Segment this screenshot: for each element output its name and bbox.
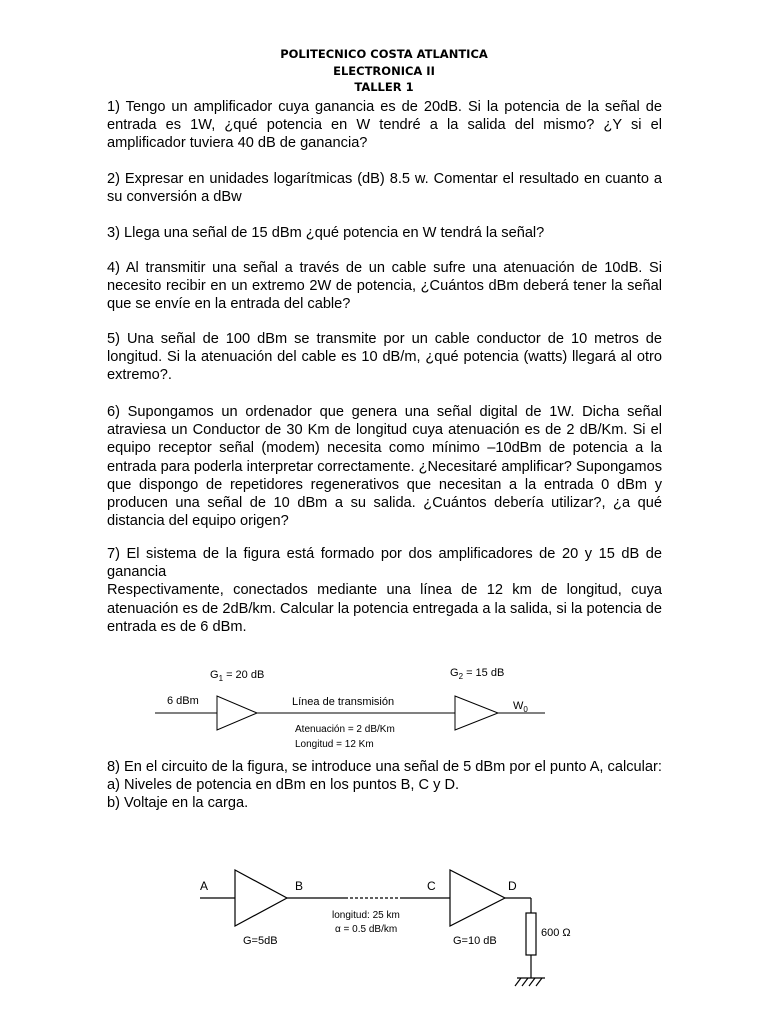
line-label: Línea de transmisión: [292, 696, 395, 708]
question-7-line-2: Respectivamente, conectados mediante una línea de 12 km de longitud, cuya atenuación es de 2dB/km. Calcular la potencia entregada a la salida, si la potencia de entrada es de 6 dBm.: [107, 582, 662, 635]
question-6: 6) Supongamos un ordenador que genera una señal digital de 1W. Dicha señal atraviesa un Conductor de 30 Km de longitud cuya atenuación es de 2 dB/Km. Si el equipo receptor señal (modem) necesita como mínimo –10dBm de potencia a la entrada para poderla interpretar correctamente. ¿Necesitaré amplificar? Supongamos que dispongo de repetidores regenerativos que necesitan a la entrada 0 dBm y producen una señal de 10 dBm a su salida. ¿Cuántos debería utilizar?, ¿a qué distancia del equipo origen?: [107, 404, 662, 530]
question-5: 5) Una señal de 100 dBm se transmite por un cable conductor de 10 metros de longitud. Si la atenuación del cable es 10 dB/m, ¿qué potencia (watts) llegará al otro extremo?.: [107, 331, 662, 384]
gain-2-label: G=10 dB: [453, 935, 497, 947]
document-header: [0, 46, 768, 96]
circuit-figure-2: [195, 860, 571, 1000]
question-8-intro: 8) En el circuito de la figura, se introduce una señal de 5 dBm por el punto A, calcular:: [107, 759, 662, 775]
question-7: [107, 545, 662, 636]
length-label: Longitud = 12 Km: [295, 739, 374, 750]
point-d-label: D: [508, 879, 517, 893]
institution-title: POLITECNICO COSTA ATLANTICA: [280, 47, 488, 61]
question-8-b: b) Voltaje en la carga.: [107, 795, 249, 812]
question-2: 2) Expresar en unidades logarítmicas (dB) 8.5 w. Comentar el resultado en cuanto a su conversión a dBw: [107, 171, 662, 206]
course-title: ELECTRONICA II: [333, 63, 435, 78]
question-3: 3) Llega una señal de 15 dBm ¿qué potencia en W tendrá la señal?: [107, 225, 545, 241]
question-4: 4) Al transmitir una señal a través de un cable sufre una atenuación de 10dB. Si necesito recibir en un extremo 2W de potencia, ¿Cuántos dBm deberá tener la señal que se envíe en la entrada del cable?: [107, 260, 662, 313]
point-c-label: C: [427, 879, 436, 893]
point-b-label: B: [295, 879, 304, 893]
question-1: 1) Tengo un amplificador cuya ganancia es de 20dB. Si la potencia de la señal de entrada es 1W, ¿qué potencia en W tendré a la salida del mismo? ¿Y si el amplificador tuviera 40 dB de ganancia?: [107, 99, 662, 152]
gain-1-label: $G_1 = 20$ dB: [210, 669, 265, 683]
amplifier-chain-figure-1: [155, 656, 555, 756]
point-a-label: A: [200, 879, 209, 893]
question-7-line-1: 7) El sistema de la figura está formado por dos amplificadores de 20 y 15 dB de ganancia: [107, 546, 662, 581]
output-label: $W_0$: [513, 700, 528, 714]
line-length-label: longitud: 25 km: [332, 910, 400, 921]
gain-2-label: $G_2 = 15$ dB: [450, 667, 505, 681]
line-attenuation-label: α = 0.5 dB/km: [335, 924, 398, 935]
gain-1-label: G=5dB: [243, 935, 278, 947]
assignment-title: TALLER 1: [354, 80, 414, 94]
input-power-label: 6 dBm: [167, 695, 199, 707]
attenuation-label: Atenuación = 2 dB/Km: [295, 724, 395, 735]
load-resistor-label: 600 Ω: [541, 927, 571, 939]
question-8-a: a) Niveles de potencia en dBm en los puntos B, C y D.: [107, 777, 460, 794]
question-8: [107, 758, 662, 813]
